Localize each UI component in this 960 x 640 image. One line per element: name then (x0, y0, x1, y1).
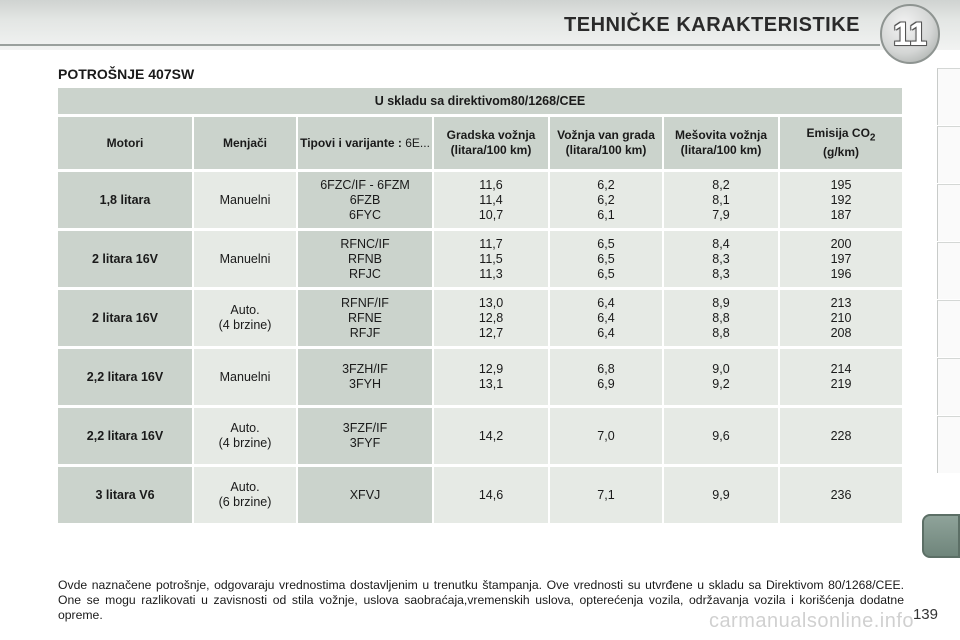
chapter-tab[interactable] (937, 300, 960, 357)
cell-co2-line: 210 (830, 310, 852, 325)
chapter-tab[interactable] (937, 184, 960, 241)
cell-co2 (780, 290, 904, 349)
header-types (298, 117, 434, 172)
cell-gearbox-line: Manuelni (219, 192, 271, 207)
cell-gearbox (194, 172, 298, 231)
cell-urban-line: 11,3 (479, 266, 503, 281)
chapter-tab[interactable] (937, 358, 960, 415)
cell-mixed (664, 231, 780, 290)
header-co2-subscript: 2 (869, 132, 876, 144)
cell-types (298, 172, 434, 231)
cell-co2-line: 236 (830, 487, 852, 502)
table-row (58, 467, 904, 526)
cell-urban (434, 349, 550, 408)
cell-co2-line: 197 (830, 251, 852, 266)
cell-extra-urban-line: 6,4 (597, 310, 615, 325)
cell-urban (434, 172, 550, 231)
cell-extra-urban (550, 467, 664, 526)
chapter-tab[interactable] (937, 68, 960, 125)
header-divider (0, 44, 880, 46)
header-engine: Motori (58, 117, 194, 172)
cell-urban-line: 12,7 (478, 325, 504, 340)
section-title: POTROŠNJE 407SW (58, 66, 195, 82)
cell-co2-line: 192 (830, 192, 852, 207)
cell-co2-line: 214 (830, 362, 852, 376)
cell-urban (434, 231, 550, 290)
cell-gearbox-line: Auto. (230, 421, 260, 435)
chapter-tab[interactable] (937, 242, 960, 299)
cell-urban-line: 13,0 (478, 295, 504, 310)
watermark: carmanualsonline.info (708, 610, 914, 632)
cell-mixed (664, 290, 780, 349)
cell-types-line: RFNB (347, 251, 383, 266)
cell-gearbox (194, 467, 298, 526)
cell-urban (434, 467, 550, 526)
cell-types-line: 3FZF/IF (342, 421, 388, 435)
cell-extra-urban (550, 290, 664, 349)
cell-types-line: RFNC/IF (340, 236, 390, 251)
table-row (58, 231, 904, 290)
cell-types-line: 3FYH (349, 377, 381, 391)
cell-extra-urban-line: 6,5 (597, 236, 615, 251)
cell-engine: 2,2 litara 16V (58, 349, 194, 408)
cell-engine: 2,2 litara 16V (58, 408, 194, 467)
cell-co2 (780, 467, 904, 526)
cell-urban-line: 11,5 (479, 251, 503, 266)
cell-co2-line: 213 (830, 295, 852, 310)
cell-urban (434, 408, 550, 467)
cell-extra-urban-line: 6,5 (597, 266, 615, 281)
cell-extra-urban-line: 6,1 (597, 207, 615, 222)
cell-co2-line: 200 (830, 236, 852, 251)
cell-gearbox-line: Auto. (230, 480, 260, 494)
cell-extra-urban-line: 6,9 (597, 377, 615, 391)
cell-types-line: 6FZC/IF - 6FZM (320, 177, 410, 192)
page-number: 139 (912, 606, 938, 623)
cell-urban (434, 290, 550, 349)
cell-engine: 3 litara V6 (58, 467, 194, 526)
cell-types (298, 408, 434, 467)
cell-mixed-line: 8,8 (712, 310, 730, 325)
cell-extra-urban (550, 172, 664, 231)
cell-mixed-line: 8,1 (712, 192, 730, 207)
consumption-table (58, 88, 904, 526)
cell-mixed-line: 9,0 (712, 362, 730, 376)
cell-gearbox (194, 349, 298, 408)
footnote: Ovde naznačene potrošnje, odgovaraju vrednostima dostavljenim u trenutku štampanja. Ove vrednosti su utvrđene u skladu sa Direktivom 80/1268/CEE. One se mogu razlikovati u zavisnosti od stila vožnje, uslova saobraćaja,vremenskih uslova, opterećenja vozila, održavanja vozila i korišćenja dodatne opreme. (58, 578, 904, 622)
cell-mixed-line: 9,2 (712, 377, 730, 391)
cell-extra-urban-line: 6,5 (597, 251, 615, 266)
cell-types-line: 3FYF (349, 436, 381, 450)
cell-types-line: 3FZH/IF (342, 362, 388, 376)
header-urban: Gradska vožnja (litara/100 km) (434, 117, 550, 172)
cell-urban-line: 14,6 (478, 487, 504, 502)
chapter-tab[interactable] (937, 126, 960, 183)
table-row (58, 408, 904, 467)
cell-extra-urban-line: 7,1 (597, 487, 615, 502)
table-row (58, 290, 904, 349)
cell-mixed (664, 408, 780, 467)
header-mixed: Mešovita vožnja (litara/100 km) (664, 117, 780, 172)
cell-urban-line: 11,6 (479, 177, 503, 192)
chapter-tabs (938, 68, 960, 548)
header-types-suffix: 6E... (405, 135, 430, 150)
cell-types (298, 467, 434, 526)
header-extra-urban: Vožnja van grada (litara/100 km) (550, 117, 664, 172)
cell-types-line: RFJF (349, 325, 381, 340)
header-co2 (780, 117, 904, 172)
cell-gearbox-line: Auto. (230, 303, 260, 317)
cell-types-line: XFVJ (349, 487, 381, 502)
cell-types-line: RFNF/IF (341, 295, 389, 310)
chapter-tab-active[interactable] (922, 514, 960, 558)
cell-co2-line: 208 (830, 325, 852, 340)
cell-co2-line: 228 (830, 428, 852, 443)
cell-mixed-line: 8,9 (712, 295, 730, 310)
cell-gearbox-line: (4 brzine) (218, 436, 272, 450)
cell-mixed (664, 172, 780, 231)
cell-mixed (664, 349, 780, 408)
cell-urban-line: 12,9 (478, 362, 504, 376)
cell-urban-line: 12,8 (478, 310, 504, 325)
cell-gearbox-line: (4 brzine) (218, 318, 272, 332)
cell-gearbox (194, 290, 298, 349)
cell-urban-line: 11,7 (479, 236, 503, 251)
cell-urban-line: 14,2 (478, 428, 504, 443)
cell-mixed-line: 8,3 (712, 266, 730, 281)
table-header-row (58, 117, 904, 172)
cell-urban-line: 10,7 (478, 207, 504, 222)
cell-extra-urban-line: 6,2 (597, 192, 615, 207)
cell-co2-line: 196 (830, 266, 852, 281)
cell-extra-urban-line: 6,4 (597, 325, 615, 340)
cell-types (298, 349, 434, 408)
cell-gearbox-line: Manuelni (219, 251, 271, 266)
cell-types-line: 6FZB (349, 192, 381, 207)
cell-extra-urban-line: 6,8 (597, 362, 615, 376)
cell-gearbox-line: Manuelni (219, 369, 271, 384)
cell-mixed-line: 8,4 (712, 236, 730, 251)
cell-engine: 1,8 litara (58, 172, 194, 231)
cell-types-line: 6FYC (349, 207, 381, 222)
cell-extra-urban-line: 6,4 (597, 295, 615, 310)
cell-gearbox-line: (6 brzine) (218, 495, 272, 509)
cell-extra-urban-line: 6,2 (597, 177, 615, 192)
cell-co2-line: 187 (830, 207, 852, 222)
cell-mixed (664, 467, 780, 526)
cell-co2 (780, 349, 904, 408)
cell-engine: 2 litara 16V (58, 290, 194, 349)
cell-types (298, 290, 434, 349)
cell-co2 (780, 172, 904, 231)
cell-co2 (780, 231, 904, 290)
cell-mixed-line: 8,2 (712, 177, 730, 192)
cell-mixed-line: 7,9 (712, 207, 730, 222)
cell-extra-urban (550, 231, 664, 290)
chapter-title: TEHNIČKE KARAKTERISTIKE (564, 14, 860, 36)
cell-co2-line: 195 (830, 177, 852, 192)
chapter-number-badge: 11 (880, 4, 940, 64)
table-caption: U skladu sa direktivom80/1268/CEE (58, 88, 904, 117)
cell-co2 (780, 408, 904, 467)
cell-extra-urban (550, 349, 664, 408)
cell-urban-line: 11,4 (479, 192, 503, 207)
cell-extra-urban (550, 408, 664, 467)
header-co2-label: Emisija CO (806, 125, 870, 140)
chapter-tab[interactable] (937, 416, 960, 473)
cell-types-line: RFNE (347, 310, 383, 325)
table-row (58, 349, 904, 408)
cell-extra-urban-line: 7,0 (597, 428, 615, 443)
cell-mixed-line: 8,8 (712, 325, 730, 340)
table-row (58, 172, 904, 231)
cell-mixed-line: 9,6 (712, 428, 730, 443)
header-types-label: Tipovi i varijante : (300, 135, 402, 150)
cell-mixed-line: 9,9 (712, 487, 730, 502)
cell-types-line: RFJC (349, 266, 381, 281)
cell-engine: 2 litara 16V (58, 231, 194, 290)
cell-types (298, 231, 434, 290)
header-gearbox: Menjači (194, 117, 298, 172)
cell-co2-line: 219 (830, 377, 852, 391)
header-co2-unit: (g/km) (823, 145, 859, 160)
cell-mixed-line: 8,3 (712, 251, 730, 266)
cell-gearbox (194, 408, 298, 467)
cell-urban-line: 13,1 (478, 377, 504, 391)
cell-gearbox (194, 231, 298, 290)
